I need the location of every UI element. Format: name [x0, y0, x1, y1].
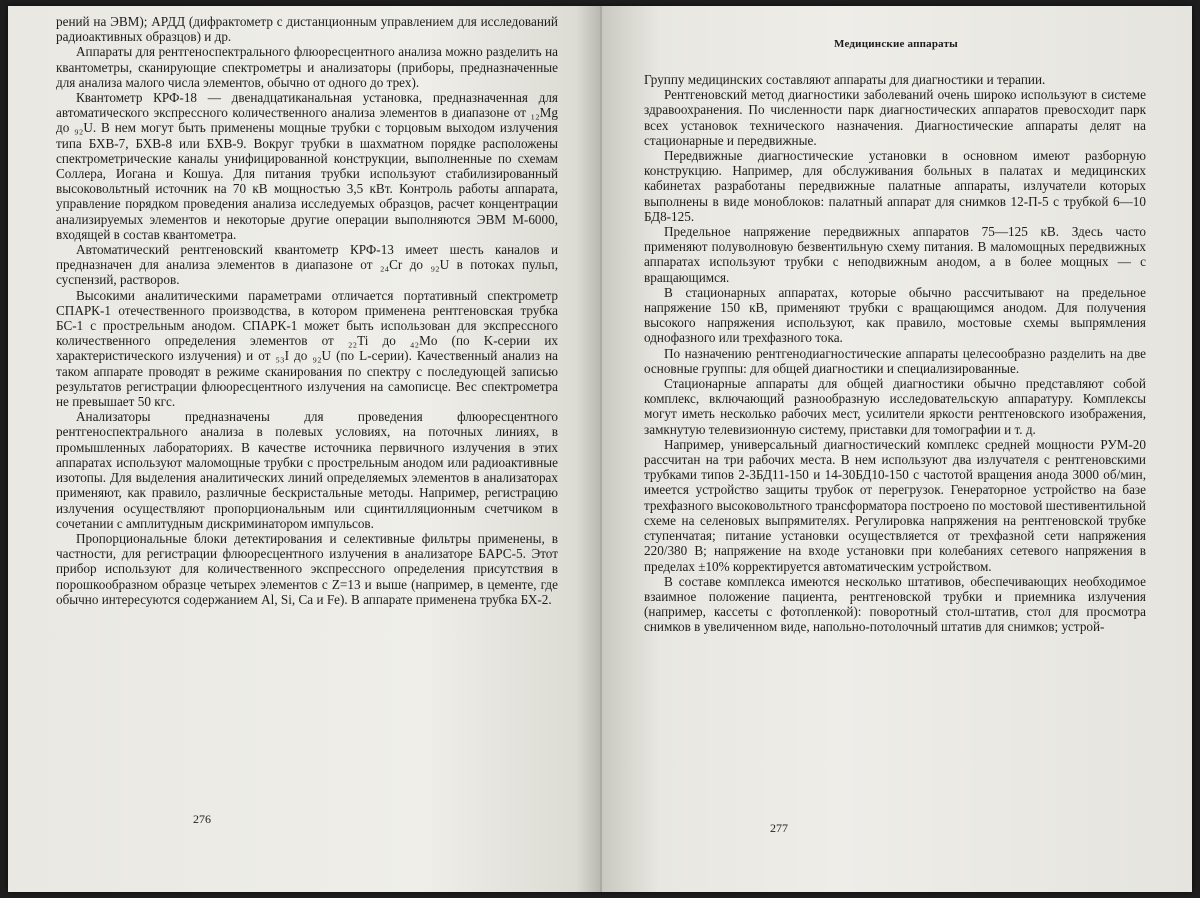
paragraph: Например, универсальный диагностический комплекс средней мощности РУМ-20 рассчитан на три рабочих места. В нем используют два излучателя с рентгеновскими трубками типов 2-3БД11-150 и 14-30БД10-150 с частотой вращения анода 3000 об/мин, имеется устройство защиты трубок от перегрузок. Генераторное устройство на базе трехфазного высоковольтного трансформатора построено по мостовой шестивентильной схеме на селеновых выпрямителях. Регулировка напряжения на рентгеновской трубке ступенчатая; питание установки осуществляется от трехфазной сети напряжения 220/380 В; напряжение на входе установки при колебаниях сетевого напряжения в пределах ±10% корректируется автоматическим устройством. — [644, 436, 1146, 574]
paragraph: Аппараты для рентгеноспектрального флюоресцентного анализа можно разделить на квантометры, сканирующие спектрометры и анализаторы (приборы, предназначенные для анализа малого числа элементов, обычно от одного до трех). — [56, 44, 558, 90]
paragraph: Предельное напряжение передвижных аппаратов 75—125 кВ. Здесь часто применяют полуволновую безвентильную схему питания. В маломощных передвижных аппаратах используют трубки с неподвижным анодом, а в более мощных — с вращающимся. — [644, 224, 1146, 285]
paragraph: По назначению рентгенодиагностические аппараты целесообразно разделить на две основные группы: для общей диагностики и специализированные. — [644, 345, 1146, 376]
left-page — [8, 6, 600, 892]
paragraph: рений на ЭВМ); АРДД (дифрактометр с дистанционным управлением для исследований радиоактивных образцов) и др. — [56, 14, 558, 45]
right-page-text — [644, 72, 1146, 635]
paragraph: Пропорциональные блоки детектирования и селективные фильтры применены, в частности, для регистрации флюоресцентного излучения в анализаторе БАРС-5. Этот прибор используют для количественного экспрессного определения присутствия в порошкообразном образце четырех элементов с Z=13 и выше (например, в цементе, где обычно интересуются содержанием Al, Si, Ca и Fe). В аппарате применена трубка БХ-2. — [56, 530, 558, 607]
paragraph: Рентгеновский метод диагностики заболеваний очень широко используют в системе здравоохранения. По численности парк диагностических аппаратов превосходит парк всех установок технического назначения. Диагностические аппараты делят на стационарные и передвижные. — [644, 87, 1146, 148]
book-gutter — [600, 6, 602, 892]
paragraph: Высокими аналитическими параметрами отличается портативный спектрометр СПАРК-1 отечественного производства, в котором применена рентгеновская трубка БС-1 с прострельным анодом. СПАРК-1 может быть использован для экспрессного количественного определения элементов от ₂₂Ti до ₄₂Mo (по K-серии их характеристического излучения) и от ₅₃I до ₉₂U (по L-серии). Качественный анализ на таком аппарате проводят в режиме сканирования по спектру с последующей записью результатов регистрации флюоресцентного излучения на самописце. Вес спектрометра не превышает 50 кгс. — [56, 287, 558, 410]
paragraph: Передвижные диагностические установки в основном имеют разборную конструкцию. Например, для обслуживания больных в палатах и медицинских кабинетах разработаны передвижные палатные аппараты, излучатели которых выполнены в виде моноблоков: палатный аппарат для снимков 12-П-5 с трубкой 6—10 БД8-125. — [644, 148, 1146, 224]
paragraph: В составе комплекса имеются несколько штативов, обеспечивающих необходимое взаимное положение пациента, рентгеновской трубки и приемника излучения (например, кассеты с фотопленкой): поворотный стол-штатив, стол для просмотра снимков в увеличенном виде, напольно-потолочный штатив для снимков; устрой- — [644, 573, 1146, 635]
left-page-text — [56, 14, 558, 607]
paragraph: Квантометр КРФ-18 — двенадцатиканальная установка, предназначенная для автоматического экспрессного количественного анализа элементов в диапазоне от ₁₂Mg до ₉₂U. В нем могут быть применены мощные трубки с торцовым выходом излучения типа БХВ-7, БХВ-8 или БХВ-9. Вокруг трубки в шахматном порядке расположены спектрометрические каналы унифицированной конструкции, выполненные по схемам Соллера, Иогана и Кошуа. Для питания трубки используют стабилизированный высоковольтный источник на 70 кВ мощностью 3,5 кВт. Контроль работы аппарата, управление порядком проведения анализа исследуемых образцов, расчет концентрации анализируемых элементов и некоторые другие операции выполняются ЭВМ М-6000, входящей в состав квантометра. — [56, 90, 558, 242]
paragraph: Анализаторы предназначены для проведения флюоресцентного рентгеноспектрального анализа в полевых условиях, на поточных линиях, в промышленных лабораториях. В качестве источника первичного излучения в этих аппаратах используют маломощные трубки с прострельным анодом или радиоактивные изотопы. Для выделения аналитических линий определяемых элементов в анализаторах применяют, как правило, различные бескристальные методы. Например, регистрацию излучения осуществляют пропорциональным или сцинтилляционным счетчиком в сочетании с амплитудным дискриминатором импульсов. — [56, 409, 558, 531]
running-head: Медицинские аппараты — [834, 38, 958, 50]
paragraph: Автоматический рентгеновский квантометр КРФ-13 имеет шесть каналов и предназначен для анализа элементов в диапазоне от ₂₄Cr до ₉₂U в потоках пульп, суспензий, растворов. — [56, 242, 558, 288]
page-number: 276 — [193, 812, 211, 826]
paragraph: Стационарные аппараты для общей диагностики обычно представляют собой комплекс, включающий разнообразную исследовательскую аппаратуру. Комплексы могут иметь несколько рабочих мест, усилители яркости рентгеновского изображения, замкнутую телевизионную систему, приставки для томографии и т. д. — [644, 376, 1146, 437]
paragraph: В стационарных аппаратах, которые обычно рассчитывают на предельное напряжение 150 кВ, применяют трубки с вращающимся анодом. Для получения высокого напряжения используют, как правило, мостовые схемы выпрямления однофазного или трехфазного тока. — [644, 284, 1146, 346]
book-spread — [8, 6, 1192, 892]
paragraph: Группу медицинских составляют аппараты для диагностики и терапии. — [644, 72, 1046, 87]
right-page — [600, 6, 1192, 892]
page-number: 277 — [770, 821, 788, 835]
